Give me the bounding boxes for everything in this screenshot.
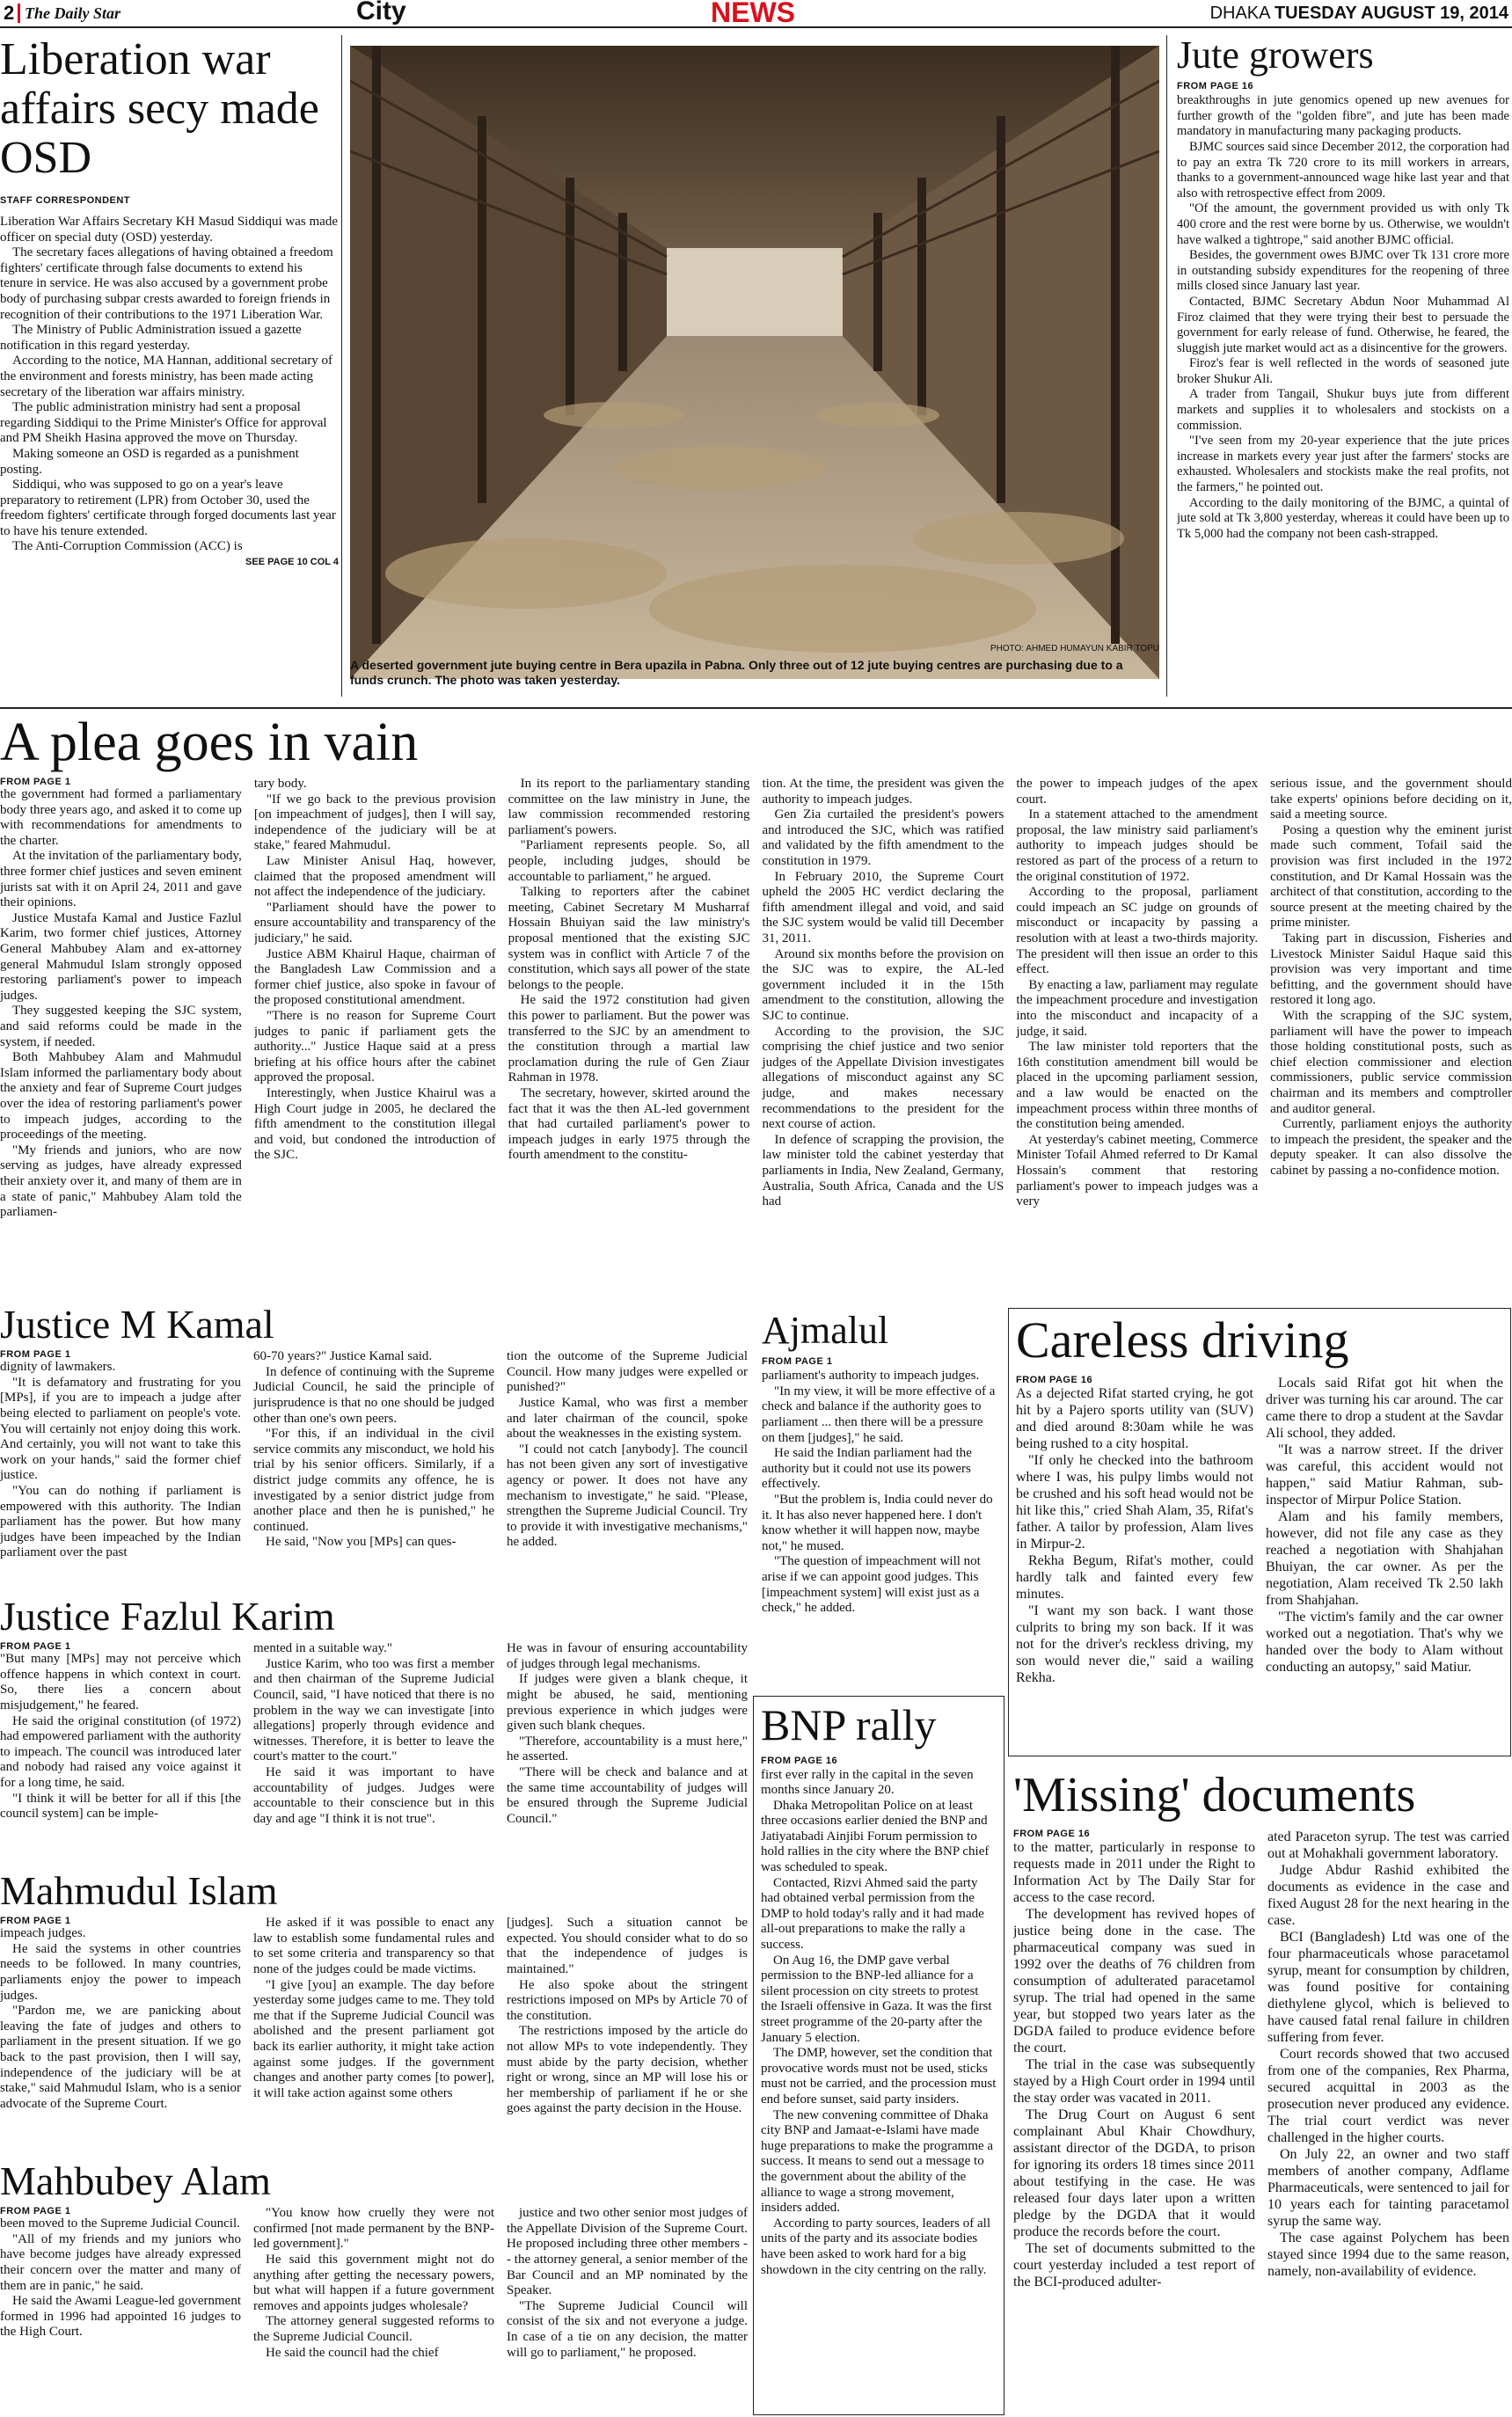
paragraph: "I give [you] an example. The day before yesterday some judges came to me. They told me that if the Supreme Judicial Council was abolished and the present parliament got back its earlier authority, it might take action against some judges. If the government changes and another party comes [to power], it will take action against some others — [253, 1977, 494, 2100]
paragraph: He said the council had the chief — [266, 2345, 439, 2360]
paragraph: A trader from Tangail, Shukur buys jute from different markets and supplies it to wholesalers and stockists on a commission. — [1177, 387, 1509, 433]
paragraph: Making someone an OSD is regarded as a punishment posting. — [0, 446, 299, 477]
headline: Careless driving — [1016, 1311, 1349, 1369]
column-1 — [1013, 1829, 1255, 2290]
from-page: FROM PAGE 1 — [762, 1356, 833, 1368]
paragraph: Talking to reporters after the cabinet meeting, Cabinet Secretary M Musharraf Hossain Bhuiyan said the law ministry's proposal mentioned that the existing SJC system was in conflict with Article 7 of the constitution, which says all power of the state belongs to the people. — [508, 885, 750, 992]
from-page: FROM PAGE 1 — [0, 1641, 71, 1653]
paragraph: first ever rally in the capital in the seven months since January 20. — [761, 1767, 974, 1798]
paragraph: The new convening committee of Dhaka city BNP and Jamaat-e-Islami have made huge preparations to make the programme a success. It means to send out a message to the government about the ability of the alliance to wage a strong movement, insiders added. — [761, 2107, 994, 2216]
paragraph: "I think it will be better for all if this [the council system] can be imple- — [0, 1791, 241, 1822]
paragraph: He said, "Now you [MPs] can ques- — [266, 1535, 457, 1550]
paragraph: In defence of scrapping the provision, the law minister told the cabinet yesterday that parliaments in India, New Zealand, Germany, Australia, South Africa, Canada and the US had — [762, 1132, 1004, 1209]
paragraph: Taking part in discussion, Fisheries and Livestock Minister Saidul Haque said this provision was very important and time befitting, and the government should have restored it long ago. — [1270, 931, 1512, 1008]
paragraph: The Ministry of Public Administration issued a gazette notification in this regard yesterday. — [0, 323, 302, 353]
paragraph: They suggested keeping the SJC system, and said reforms could be made in the system, if needed. — [0, 1004, 242, 1049]
jump-line: SEE PAGE 10 COL 4 — [245, 557, 339, 568]
paragraph: BJMC sources said since December 2012, the corporation had to pay an extra Tk 720 crore to its mill workers in arrears, thanks to a government-announced wage hike last year and that also with retrospective effect from 2009. — [1177, 139, 1509, 201]
paragraph: Justice Mustafa Kamal and Justice Fazlul Karim, two former chief justices, Attorney General Mahbubey Alam and ex-attorney general Mahmudul Islam strongly opposed restoring parliament's power to impeach judges. — [0, 910, 242, 1003]
paragraph: The attorney general suggested reforms to the Supreme Judicial Council. — [253, 2314, 494, 2345]
article-body — [1267, 1829, 1509, 2280]
from-page: FROM PAGE 1 — [0, 1349, 71, 1361]
article-body — [1266, 1375, 1503, 1676]
paragraph: Justice Karim, who too was first a member and then chairman of the Supreme Judicial Council, said, "I have noticed that there is no problem in the way we can investigate [into allegations] properly through evidence and witnesses. Therefore, it is better to leave the court's matter to the court." — [253, 1656, 494, 1764]
paragraph: The trial in the case was subsequently stayed by a High Court order in 1994 until the stay order was vacated in 2011. — [1013, 2056, 1255, 2106]
column-3 — [507, 1641, 748, 1827]
paragraph: According to the daily monitoring of the BJMC, a quintal of jute sold at Tk 3,800 yesterday, whereas it could have been up to Tk 5,000 had the company not been cash-strapped. — [1177, 495, 1509, 541]
paragraph: The set of documents submitted to the court yesterday included a test report of the BCI-produced adulter- — [1013, 2240, 1255, 2289]
story-mahmudul-islam — [0, 1870, 748, 2158]
article-body — [254, 777, 496, 1164]
paragraph: Firoz's fear is well reflected in the words of seasoned jute broker Shukur Ali. — [1177, 356, 1509, 386]
paragraph: The restrictions imposed by the article do not allow MPs to vote independently. They must abide by the party decision, whether right or wrong, since an MP will lose his or her membership of parliament if he or she goes against the party decision in the House. — [507, 2024, 748, 2116]
paragraph: As a dejected Rifat started crying, he got hit by a Pajero sports utility van (SUV) and died around 8:30am while he was being rushed to a city hospital. — [1016, 1385, 1253, 1451]
paragraph: He said the Indian parliament had the authority but it could not use its powers effectively. — [762, 1446, 972, 1492]
column-1 — [0, 777, 242, 1287]
paragraph: "The question of impeachment will not arise if we can appoint good judges. This [impeachment system] will exist just as a check," he added. — [762, 1554, 981, 1616]
paragraph: The law minister told reporters that the 16th constitution amendment bill would be placed in the upcoming parliament session, and a law would be enacted on the impeachment process within three months of the constitution being amended. — [1016, 1040, 1259, 1132]
masthead-accent-bar — [18, 4, 20, 23]
paragraph: "If only he checked into the bathroom where I was, his pulpy limbs would not be crushed and his soft head would not be hit like this," cried Shah Alam, 35, Rifat's father. A tailor by profession, Alam lives in Mirpur-2. — [1016, 1452, 1253, 1552]
paragraph: In February 2010, the Supreme Court upheld the 2005 HC verdict declaring the fifth amendment illegal and void, and said the SJC system would be valid till December 31, 2011. — [762, 869, 1004, 946]
column-1 — [0, 1916, 241, 2117]
column-3 — [507, 1916, 748, 2117]
article-body — [0, 2216, 241, 2340]
article-body — [1270, 777, 1512, 1179]
paragraph: The Anti-Corruption Commission (ACC) is — [12, 539, 243, 554]
paragraph: parliament's authority to impeach judges. — [762, 1369, 980, 1384]
headline: Justice Fazlul Karim — [0, 1596, 335, 1639]
headline: A plea goes in vain — [0, 714, 419, 772]
paragraph: tion. At the time, the president was given the authority to impeach judges. — [762, 777, 1004, 807]
paragraph: Currently, parliament enjoys the authority to impeach the president, the speaker and the deputy speaker. It can also dissolve the cabinet by passing a no-confidence motion. — [1270, 1117, 1512, 1178]
paragraph: Both Mahbubey Alam and Mahmudul Islam informed the parliamentary body about the anxiety and fear of Supreme Court judges over the idea of restoring parliament's power to impeach judges, according to the proceedings of the meeting. — [0, 1050, 242, 1143]
photo-caption: A deserted government jute buying centre in Bera upazila in Pabna. Only three out of 12 jute buying centres are purchasing due to a funds crunch. The photo was taken yesterday. — [350, 658, 1123, 687]
paragraph: Alam and his family members, however, did not file any case as they reached a negotiation with Shahjahan Bhuiyan, the car owner. As per the negotiation, Alam received Tk 2.50 lakh from Shahjahan. — [1266, 1508, 1503, 1608]
paragraph: At yesterday's cabinet meeting, Commerce Minister Tofail Ahmed referred to Dr Kamal Hossain's comment that restoring parliament's power to impeach judges was a very — [1016, 1132, 1259, 1209]
paragraph: the government had formed a parliamentary body three years ago, and asked it to come up with recommendations for amendments to the charter. — [0, 787, 242, 848]
paragraph: With the scrapping of the SJC system, parliament will have the power to impeach those holding constitutional posts, such as chief election commissioner and election commissioners, public service commission chairman and its members and comptroller and auditor general. — [1270, 1009, 1512, 1116]
headline: 'Missing' documents — [1013, 1770, 1416, 1822]
article-body — [507, 1349, 748, 1551]
column-rule — [1166, 35, 1167, 697]
article-body — [253, 1916, 494, 2101]
paragraph: According to the proposal, parliament could impeach an SC judge on grounds of misconduct or incapacity by passing a resolution with at least a two-thirds majority. The president will then issue an order to this effect. — [1016, 885, 1259, 977]
paragraph: "For this, if an individual in the civil service commits any misconduct, we hold his trial by his senior officers. Similarly, if a district judge commits any offence, he is investigated by a senior district judge from another place and then he is punished," he continued. — [253, 1427, 494, 1534]
column-2 — [1267, 1829, 1509, 2290]
paragraph: dignity of lawmakers. — [0, 1360, 116, 1375]
paragraph: Law Minister Anisul Haq, however, claimed that the proposed amendment will not affect the independence of the judiciary. — [253, 854, 496, 900]
article-body — [253, 1349, 494, 1551]
paragraph: On Aug 16, the DMP gave verbal permission to the BNP-led alliance for a silent procession on city streets to protest the Israeli offensive in Gaza. It was the first street programme of the 20-party after the January 5 election. — [761, 1953, 992, 2045]
paragraph: If judges were given a blank cheque, it might be abused, he said, mentioning previous experience in which judges were given such blank cheques. — [507, 1672, 748, 1734]
paragraph: Judge Abdur Rashid exhibited the documents as evidence in the case and fixed August 28 for the next hearing in the case. — [1267, 1862, 1509, 1928]
column-2 — [253, 1641, 494, 1827]
article-body — [762, 1369, 999, 1617]
paragraph: Dhaka Metropolitan Police on at least three occasions earlier denied the BNP and Jatiyatabadi Ainjibi Forum permission to hold rallies in the city where the BNP chief was scheduled to speak. — [761, 1798, 990, 1875]
paragraph: BCI (Bangladesh) Ltd was one of the four pharmaceuticals whose paracetamol syrup, meant for consumption by children, was found positive for containing diethylene glycol, which is believed to have caused fatal renal failure in children suffering from fever. — [1267, 1929, 1509, 2045]
paragraph: The development has revived hopes of justice being done in the case. The pharmaceutical company was sued in 1992 over the deaths of 76 children from consumption of adulterated paracetamol syrup. The trial had opened in the same year, but stopped two years later as the DGDA failed to produce evidence before the court. — [1013, 1906, 1255, 2056]
paragraph: "Parliament represents people. So, all people, including judges, should be accountable to parliament," he argued. — [508, 838, 750, 884]
news-label: NEWS — [711, 0, 795, 28]
paper-name: The Daily Star — [25, 4, 121, 22]
paragraph: "The Supreme Judicial Council will consist of the six and not everyone a judge. In case of a tie on any decision, the matter will go to parliament," he proposed. — [507, 2298, 748, 2360]
from-page: FROM PAGE 16 — [1016, 1374, 1093, 1385]
dateline — [1210, 4, 1508, 24]
paragraph: serious issue, and the government should take experts' opinions before deciding on it, said a meeting source. — [1270, 777, 1512, 822]
paragraph: He said the 1972 constitution had given this power to parliament. But the power was transferred to the SJC by an amendment to the constitution through a martial law proclamation during the rule of Gen Ziaur Rahman in 1978. — [508, 993, 750, 1085]
story-ajmalul — [762, 1311, 999, 1689]
story-plea-goes-in-vain — [0, 714, 1512, 1295]
paragraph: Justice ABM Khairul Haque, chairman of the Bangladesh Law Commission and a former chief justice, also spoke in favour of the proposed constitutional amendment. — [253, 946, 496, 1008]
paragraph: Contacted, Rizvi Ahmed said the party had obtained verbal permission from the DMP to hold today's rally and it had made all-out preparations to make the rally a success. — [761, 1875, 984, 1953]
paragraph: Contacted, BJMC Secretary Abdun Noor Muhammad Al Firoz claimed that they were trying their best to persuade the government for early release of fund. Otherwise, he feared, the sluggish jute market would act as a disincentive for the growers. — [1177, 294, 1509, 355]
article-body — [762, 777, 1004, 1210]
article-body — [0, 1652, 241, 1822]
paragraph: "Parliament should have the power to ensure accountability and transparency of the judiciary," he said. — [253, 900, 496, 946]
paragraph: Gen Zia curtailed the president's powers and introduced the SJC, which was ratified and validated by the fifth amendment to the constitution in 1979. — [762, 807, 1004, 869]
paragraph: By enacting a law, parliament may regulate the impeachment procedure and investigation into the misconduct and incapacity of a judge, it said. — [1016, 977, 1259, 1039]
column-2 — [253, 2206, 494, 2361]
paragraph: Locals said Rifat got hit when the driver was turning his car around. The car came there to drop a student at the Savdar Ali school, they added. — [1266, 1375, 1503, 1441]
warehouse-photo — [350, 46, 1159, 679]
from-page: FROM PAGE 16 — [1013, 1828, 1091, 1839]
byline: STAFF CORRESPONDENT — [0, 195, 131, 206]
article-body — [507, 1641, 748, 1827]
paragraph: He said this government might not do anything after getting the necessary powers, but what will happen if a future government removes and appoints judges wholesale? — [253, 2253, 494, 2313]
story-missing-documents — [1013, 1770, 1509, 2415]
paragraph: Posing a question why the eminent jurist made such comment, Tofail said the provision was first included in the 1972 constitution, and Dr Kamal Hossain was the architect of that constitution, according to the source present at the meeting chaired by the prime minister. — [1270, 822, 1512, 931]
paragraph: According to party sources, leaders of all units of the party and its associate bodies have been asked to work hard for a big showdown in the city centring on the rally. — [761, 2216, 990, 2277]
article-body — [0, 215, 339, 555]
paragraph: He said the Awami League-led government formed in 1996 had appointed 16 judges to the High Court. — [0, 2294, 241, 2340]
story-bnp-rally — [753, 1696, 1004, 2415]
paragraph: The secretary faces allegations of having obtained a freedom fighters' certificate through false documents to extend his tenure in service. He was also accused by a government probe body of purchasing subpar crests awarded to foreign friends in recognition of their contributions to the 1971 Liberation War. — [0, 245, 333, 322]
paragraph: tary body. — [253, 777, 307, 792]
masthead — [0, 0, 1512, 28]
dateline-date: TUESDAY AUGUST 19, 2014 — [1274, 4, 1508, 23]
column-3 — [507, 1349, 748, 1561]
headline: BNP rally — [761, 1700, 937, 1749]
paragraph: The case against Polychem has been stayed since 1994 due to the same reason, namely, non-availability of evidence. — [1267, 2230, 1509, 2279]
headline: Ajmalul — [762, 1311, 889, 1352]
article-body — [1016, 777, 1258, 1210]
paragraph: He said it was important to have accountability of judges. Judges were accountable to their conscience but in this day and age "I think it is not true". — [253, 1765, 494, 1826]
paragraph: "There is no reason for Supreme Court judges to panic if parliament gets the authority..." Justice Haque said at a press briefing at his office hours after the cabinet approved the proposal. — [253, 1009, 496, 1085]
from-page: FROM PAGE 1 — [0, 1916, 71, 1927]
column-2 — [254, 777, 496, 1287]
article-body — [1177, 93, 1509, 542]
headline: Liberation war affairs secy made OSD — [0, 35, 319, 183]
paragraph: Around six months before the provision on the SJC was to expire, the AL-led government included it in the 15th amendment to the constitution, allowing the SJC to continue. — [762, 946, 1004, 1023]
article-body — [761, 1768, 997, 2279]
section-name: City — [356, 0, 406, 26]
paragraph: impeach judges. — [0, 1926, 86, 1941]
paragraph: "But the problem is, India could never do it. It has also never happened here. I don't know whether it will happen now, maybe not," he mused. — [762, 1492, 993, 1553]
story-mahbubey-alam — [0, 2160, 748, 2415]
article-body — [1016, 1385, 1253, 1686]
article-body — [0, 1360, 241, 1561]
paragraph: 60-70 years?" Justice Kamal said. — [253, 1349, 433, 1364]
photo-jute-centre — [350, 46, 1159, 679]
paragraph: justice and two other senior most judges of the Appellate Division of the Supreme Court. He proposed including three other members -- the attorney general, a senior member of the Bar Council and an MP nominated by the Speaker. — [507, 2206, 748, 2298]
paragraph: "Therefore, accountability is a must here," he asserted. — [507, 1734, 748, 1764]
paragraph: He said the systems in other countries needs to be followed. In many countries, parliaments enjoy the power to impeach judges. — [0, 1941, 241, 2003]
paragraph: Liberation War Affairs Secretary KH Masud Siddiqui was made officer on special duty (OSD) yesterday. — [0, 215, 338, 245]
column-6 — [1270, 777, 1512, 1287]
paragraph: He also spoke about the stringent restrictions imposed on MPs by Article 70 of the constitution. — [507, 1977, 748, 2023]
column-1 — [0, 2206, 241, 2361]
column-1 — [1016, 1375, 1253, 1686]
headline: Justice M Kamal — [0, 1303, 274, 1347]
from-page: FROM PAGE 1 — [0, 777, 71, 788]
paragraph: "But many [MPs] may not perceive which offence happens in which context in court. So, there lies a concern about misjudgement," he feared. — [0, 1652, 241, 1713]
article-body — [253, 2206, 494, 2361]
paragraph: "There will be check and balance and at the same time accountability of judges will be ensured through the Supreme Judicial Council." — [507, 1765, 748, 1826]
story-justice-fazlul-karim — [0, 1596, 748, 1868]
from-page: FROM PAGE 16 — [761, 1755, 838, 1766]
paragraph: At the invitation of the parliamentary body, three former chief justices and seven eminent jurists sat with it on April 24, 2011 and gave their opinions. — [0, 849, 242, 910]
paragraph: breakthroughs in jute genomics opened up new avenues for further growth of the "golden fibre", and jute has been made mandatory in manufacturing many packaging products. — [1177, 93, 1509, 139]
paragraph: Besides, the government owes BJMC over Tk 131 crore more in outstanding subsidy expenditures for the reopening of three mills closed since January last year. — [1177, 248, 1509, 294]
paragraph: "Of the amount, the government provided us with only Tk 400 crore and the rest were borne by us. Otherwise, we wouldn't have walked a tightrope," said another BJMC official. — [1177, 201, 1509, 247]
paragraph: "I could not catch [anybody]. The council has not been given any sort of investigative agency or power. It does not have any mechanism to investigate," he said. "Please, strengthen the Supreme Judicial Council. Try to provide it with investigative mechanisms," he added. — [507, 1442, 748, 1550]
paragraph: "I want my son back. I want those culprits to bring my son back. If it was not for the driver's reckless driving, my son would never die," said a wailing Rekha. — [1016, 1603, 1253, 1685]
column-rule — [341, 35, 342, 697]
paragraph: "It was a narrow street. If the driver was careful, this accident would not happen," said Matiur Rahman, sub-inspector of Mirpur Police Station. — [1266, 1442, 1503, 1508]
paragraph: In its report to the parliamentary standing committee on the law ministry in June, the law commission recommended restoring parliament's powers. — [508, 777, 750, 837]
paragraph: "You can do nothing if parliament is empowered with this authority. The Indian parliament has the power. But how many judges have been impeached by the Indian parliament over the past — [0, 1484, 241, 1560]
column-3 — [507, 2206, 748, 2361]
paragraph: According to the notice, MA Hannan, additional secretary of the environment and forests ministry, has been made acting secretary of the liberation war affairs ministry. — [0, 354, 333, 399]
paragraph: The public administration ministry had sent a proposal regarding Siddiqui to the Prime Minister's Office for approval and PM Sheikh Hasina approved the move on Thursday. — [0, 400, 327, 446]
paragraph: "Pardon me, we are panicking about leaving the fate of judges and others to parliament in the present situation. If we go back to the past provision, then I will say, independence of the judiciary will be at stake," said Mahmudul Islam, who is a senior advocate of the Supreme Court. — [0, 2004, 241, 2111]
paragraph: [judges]. Such a situation cannot be expected. You should consider what to do so that the independence of judges is maintained." — [507, 1916, 748, 1977]
paragraph: "My friends and juniors, who are now serving as judges, have already expressed their anxiety over it, and many of them are in a state of panic," Mahbubey Alam told the parliamen- — [0, 1143, 242, 1220]
headline: Mahbubey Alam — [0, 2160, 271, 2203]
paragraph: "You know how cruelly they were not confirmed [not made permanent by the BNP-led government]." — [253, 2206, 494, 2252]
column-1 — [0, 1641, 241, 1827]
paragraph: mented in a suitable way." — [253, 1641, 393, 1656]
paragraph: In a statement attached to the amendment proposal, the law ministry said parliament's authority to impeach judges should be restored as part of the process of a return to the original constitution of 1972. — [1016, 807, 1259, 884]
article-body — [507, 1916, 748, 2117]
paragraph: Rekha Begum, Rifat's mother, could hardly talk and fainted every few minutes. — [1016, 1552, 1253, 1602]
paragraph: He was in favour of ensuring accountability of judges through legal mechanisms. — [507, 1641, 748, 1671]
article-body — [0, 787, 242, 1221]
column-2 — [253, 1916, 494, 2117]
from-page: FROM PAGE 16 — [1177, 81, 1254, 92]
paragraph: "I've seen from my 20-year experience that the jute prices increase in markets every year just after the farmers' stocks are exhausted. Wholesalers and stockists make the real profits, not the farmers," he pointed out. — [1177, 434, 1509, 495]
paragraph: He asked if it was possible to enact any law to establish some fundamental rules and to set some criteria and transparency so that none of the judges could be made victims. — [253, 1916, 494, 1977]
paragraph: "In my view, it will be more effective of a check and balance if the authority goes to parliament ... then there will be a pressure on them [judges]," he said. — [762, 1384, 996, 1445]
article-body — [253, 1641, 494, 1827]
story-liberation-war-secy — [0, 35, 339, 697]
dateline-city: DHAKA — [1209, 4, 1270, 23]
page-number: 2 — [4, 2, 15, 24]
story-jute-growers — [1177, 35, 1509, 697]
paragraph: Interestingly, when Justice Khairul was a High Court judge in 2005, he declared the fifth amendment to the constitution illegal and void, but condoned the introduction of the SJC. — [253, 1085, 496, 1163]
paragraph: On July 22, an owner and two staff members of another company, Adflame Pharmaceuticals, were sentenced to jail for 10 years each for tainting paracetamol syrup the same way. — [1267, 2146, 1509, 2229]
column-4 — [762, 777, 1004, 1287]
column-3 — [508, 777, 750, 1287]
paragraph: In defence of continuing with the Supreme Judicial Council, he said the principle of jurisprudence is that no one should be judged other than one's own peers. — [253, 1364, 494, 1426]
paragraph: "All of my friends and my juniors who have become judges have already expressed their concern over the matter and many of them are in panic," he said. — [0, 2231, 241, 2293]
column-2 — [1266, 1375, 1503, 1686]
paragraph: been moved to the Supreme Judicial Council. — [0, 2216, 240, 2231]
story-justice-m-kamal — [0, 1303, 748, 1583]
photo-credit: PHOTO: AHMED HUMAYUN KABIR TOPU — [990, 644, 1159, 654]
column-1 — [0, 1349, 241, 1561]
headline: Mahmudul Islam — [0, 1870, 278, 1913]
paragraph: Court records showed that two accused from one of the companies, Rex Pharma, secured acquittal in 2003 as the prosecution never produced any evidence. The trial court verdict was never challenged in the higher courts. — [1267, 2046, 1509, 2145]
article-body — [1013, 1839, 1255, 2290]
paragraph: Siddiqui, who was supposed to go on a year's leave preparatory to retirement (LPR) from October 30, used the freedom fighters' certificate through forged documents last year to have his tenure extended. — [0, 478, 336, 538]
paragraph: ated Paraceton syrup. The test was carried out at Mohakhali government laboratory. — [1267, 1829, 1509, 1861]
headline: Jute growers — [1177, 35, 1374, 77]
paragraph: the power to impeach judges of the apex court. — [1016, 777, 1259, 807]
paragraph: The DMP, however, set the condition that provocative words must not be used, sticks must not be carried, and the procession must end before sunset, said party insiders. — [761, 2046, 997, 2107]
article-body — [0, 1926, 241, 2112]
paragraph: "The victim's family and the car owner worked out a negotiation. That's why we handed over the body to Alam without conducting an autopsy," said Matiur. — [1266, 1609, 1503, 1675]
paragraph: Justice Kamal, who was first a member and later chairman of the council, spoke about the weaknesses in the existing system. — [507, 1396, 748, 1442]
from-page: FROM PAGE 1 — [0, 2206, 71, 2217]
story-careless-driving — [1008, 1308, 1511, 1756]
paragraph: tion the outcome of the Supreme Judicial Council. How many judges were expelled or punished?" — [507, 1349, 748, 1395]
section-rule — [0, 707, 1512, 709]
column-5 — [1016, 777, 1258, 1287]
paragraph: According to the provision, the SJC comprising the chief justice and two senior judges of the Appellate Division investigates allegations of misconduct against any SC judge, and makes necessary recommendations to the president for the next course of action. — [762, 1024, 1004, 1132]
paragraph: "It is defamatory and frustrating for you [MPs], if you are to impeach a judge after being elected to parliament on people's vote. You will certainly not enjoy doing this work. And certainly, you will not want to take this work on your hands," said the former chief justice. — [0, 1375, 241, 1483]
paragraph: The Drug Court on August 6 sent complainant Abul Khair Chowdhury, assistant director of the DGDA, to prison for ignoring its orders 18 times since 2011 about testifying in the case. He was released four days later upon a written pledge by the DGDA that it would produce the records before the court. — [1013, 2107, 1255, 2239]
paragraph: The secretary, however, skirted around the fact that it was the then AL-led government that had curtailed parliament's power to impeach judges in early 1975 through the fourth amendment to the constitu- — [508, 1085, 750, 1163]
article-body — [507, 2206, 748, 2361]
paragraph: He said the original constitution (of 1972) had empowered parliament with the authority to impeach. The council was introduced later and nobody had raised any voice against it for a long time, he said. — [0, 1713, 241, 1791]
column-2 — [253, 1349, 494, 1561]
article-body — [508, 777, 750, 1164]
paragraph: to the matter, particularly in response to requests made in 2011 under the Right to Information Act by The Daily Star for access to the case record. — [1013, 1839, 1255, 1905]
paragraph: "If we go back to the previous provision [on impeachment of judges], then I will say, independence of the judiciary will be at stake," feared Mahmudul. — [253, 792, 496, 853]
